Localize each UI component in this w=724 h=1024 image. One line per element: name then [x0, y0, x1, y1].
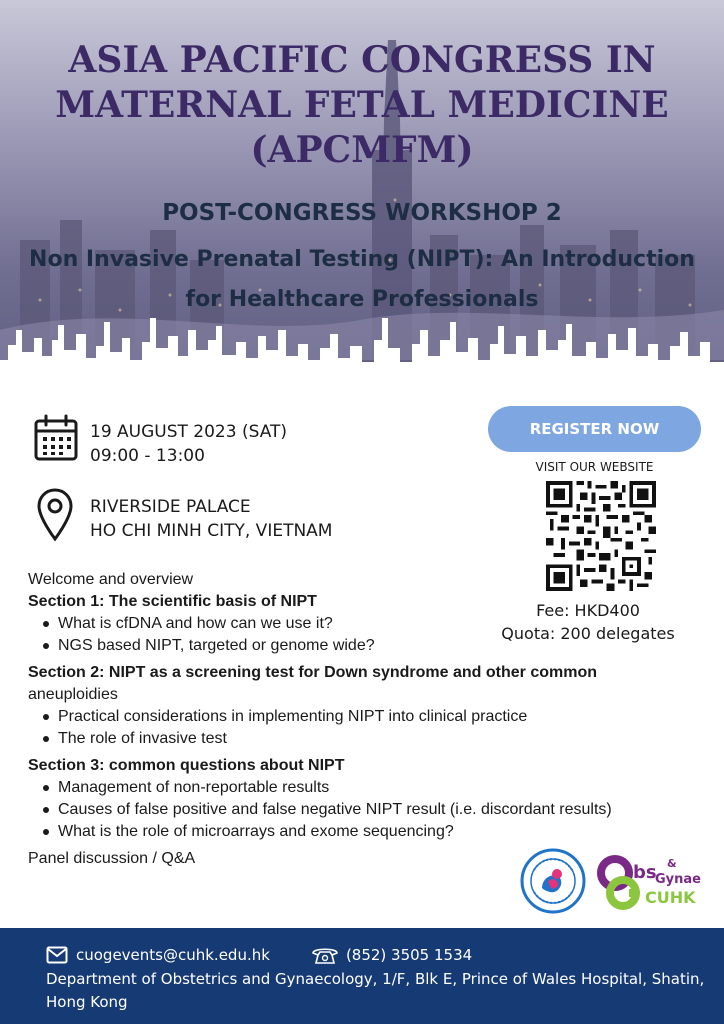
list-item: The role of invasive test	[42, 728, 688, 750]
hero-banner	[0, 0, 724, 395]
event-time: 09:00 - 13:00	[90, 446, 205, 466]
list-item: Management of non-reportable results	[42, 777, 688, 799]
section-2-title-rest: aneuploidies	[28, 686, 118, 703]
section-1-items	[42, 613, 688, 657]
phone-number[interactable]: (852) 3505 1534	[345, 946, 473, 964]
event-venue	[90, 495, 332, 543]
logo-text-gynae: Gynae	[655, 872, 701, 887]
congress-title: ASIA PACIFIC CONGRESS IN MATERNAL FETAL MEDICINE (APCMFM)	[55, 39, 669, 171]
phone-icon	[310, 945, 340, 965]
panel-discussion-item: Panel discussion / Q&A	[28, 850, 196, 867]
list-item: What is cfDNA and how can we use it?	[42, 613, 688, 635]
section-2-items	[42, 706, 688, 750]
visit-website-label: VISIT OUR WEBSITE	[535, 460, 654, 474]
section-3-title: Section 3: common questions about NIPT	[28, 757, 345, 774]
event-date: 19 AUGUST 2023 (SAT)	[90, 422, 288, 442]
list-item: Practical considerations in implementing NIPT into clinical practice	[42, 706, 688, 728]
location-pin-icon	[36, 487, 74, 543]
logo-text-amp: &	[667, 857, 677, 870]
section-2-title: Section 2: NIPT as a screening test for Down syndrome and other common	[28, 664, 597, 681]
register-now-button[interactable]: REGISTER NOW	[488, 406, 701, 452]
email-link[interactable]: cuogevents@cuhk.edu.hk	[76, 946, 270, 964]
fee-text: Fee: HKD400	[536, 601, 640, 620]
welcome-item: Welcome and overview	[28, 571, 194, 588]
list-item: Causes of false positive and false negative NIPT result (i.e. discordant results)	[42, 799, 688, 821]
quota-text: Quota: 200 delegates	[501, 624, 675, 643]
logo-text-bs: bs	[633, 862, 657, 883]
programme-list	[28, 569, 688, 870]
footer-contact	[0, 928, 724, 1024]
hospital-logo	[520, 848, 586, 914]
section-1-title: Section 1: The scientific basis of NIPT	[28, 593, 317, 610]
venue-name: RIVERSIDE PALACE	[90, 497, 251, 517]
obs-gynae-cuhk-logo	[597, 851, 717, 913]
calendar-icon	[33, 414, 79, 462]
section-3-items	[42, 777, 688, 843]
venue-city: HO CHI MINH CITY, VIETNAM	[90, 521, 333, 541]
list-item: What is the role of microarrays and exome sequencing?	[42, 821, 688, 843]
event-date-time	[90, 420, 287, 468]
workshop-label: POST-CONGRESS WORKSHOP 2	[162, 200, 562, 226]
logo-text-cuhk: CUHK	[645, 888, 696, 907]
workshop-title: Non Invasive Prenatal Testing (NIPT): An Introduction for Healthcare Professionals	[29, 247, 695, 312]
email-icon	[46, 946, 68, 964]
list-item: NGS based NIPT, targeted or genome wide?	[42, 635, 688, 657]
footer-address: Department of Obstetrics and Gynaecology, 1/F, Blk E, Prince of Wales Hospital, Shatin, Hong Kong	[46, 970, 705, 1011]
